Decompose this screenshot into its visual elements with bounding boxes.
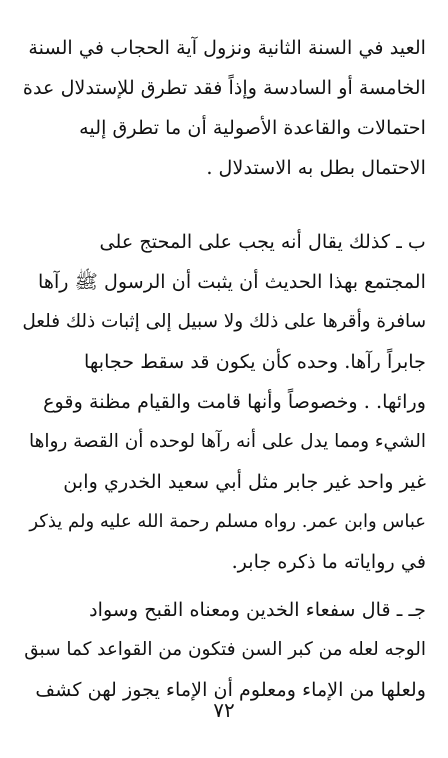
text-line: في رواياته ما ذكره جابر. bbox=[231, 550, 426, 573]
page-number: ٧٢ bbox=[213, 698, 235, 722]
text-line: جـ ـ قال سفعاء الخدين ومعناه القبح وسواد bbox=[89, 598, 426, 621]
text-line: الوجه لعله من كبر السن فتكون من القواعد كما سبق bbox=[24, 639, 426, 660]
text-line: الاحتمال بطل به الاستدلال . bbox=[206, 156, 426, 179]
text-line: سافرة وأقرها على ذلك ولا سبيل إلى إثبات ذلك فلعل bbox=[22, 311, 426, 332]
paragraph-1 bbox=[22, 28, 426, 188]
text-line: عباس وابن عمر. رواه مسلم رحمة الله عليه ولم يذكر bbox=[29, 511, 426, 532]
text-line: العيد في السنة الثانية ونزول آية الحجاب في السنة bbox=[28, 36, 426, 59]
text-line: ولعلها من الإماء ومعلوم أن الإماء يجوز لهن كشف bbox=[35, 678, 426, 701]
text-line: جابراً رآها. وحده كأن يكون قد سقط حجابها bbox=[84, 350, 426, 373]
text-line: ب ـ كذلك يقال أنه يجب على المحتج على bbox=[99, 230, 426, 253]
text-line: احتمالات والقاعدة الأصولية أن ما تطرق إليه bbox=[79, 116, 426, 139]
paragraph-3 bbox=[22, 590, 426, 710]
text-line: المجتمع بهذا الحديث أن يثبت أن الرسول ﷺ رآها bbox=[38, 270, 426, 293]
text-line: الخامسة أو السادسة وإذاً فقد تطرق للإستدلال عدة bbox=[22, 76, 426, 99]
paragraph-2 bbox=[22, 222, 426, 582]
text-line: الشيء ومما يدل على أنه رآها لوحده أن القصة رواها bbox=[29, 431, 426, 452]
text-line: غير واحد غير جابر مثل أبي سعيد الخدري وابن bbox=[63, 470, 426, 493]
text-line: ورائها. . وخصوصاً وأنها قامت والقيام مظنة وقوع bbox=[43, 390, 426, 413]
